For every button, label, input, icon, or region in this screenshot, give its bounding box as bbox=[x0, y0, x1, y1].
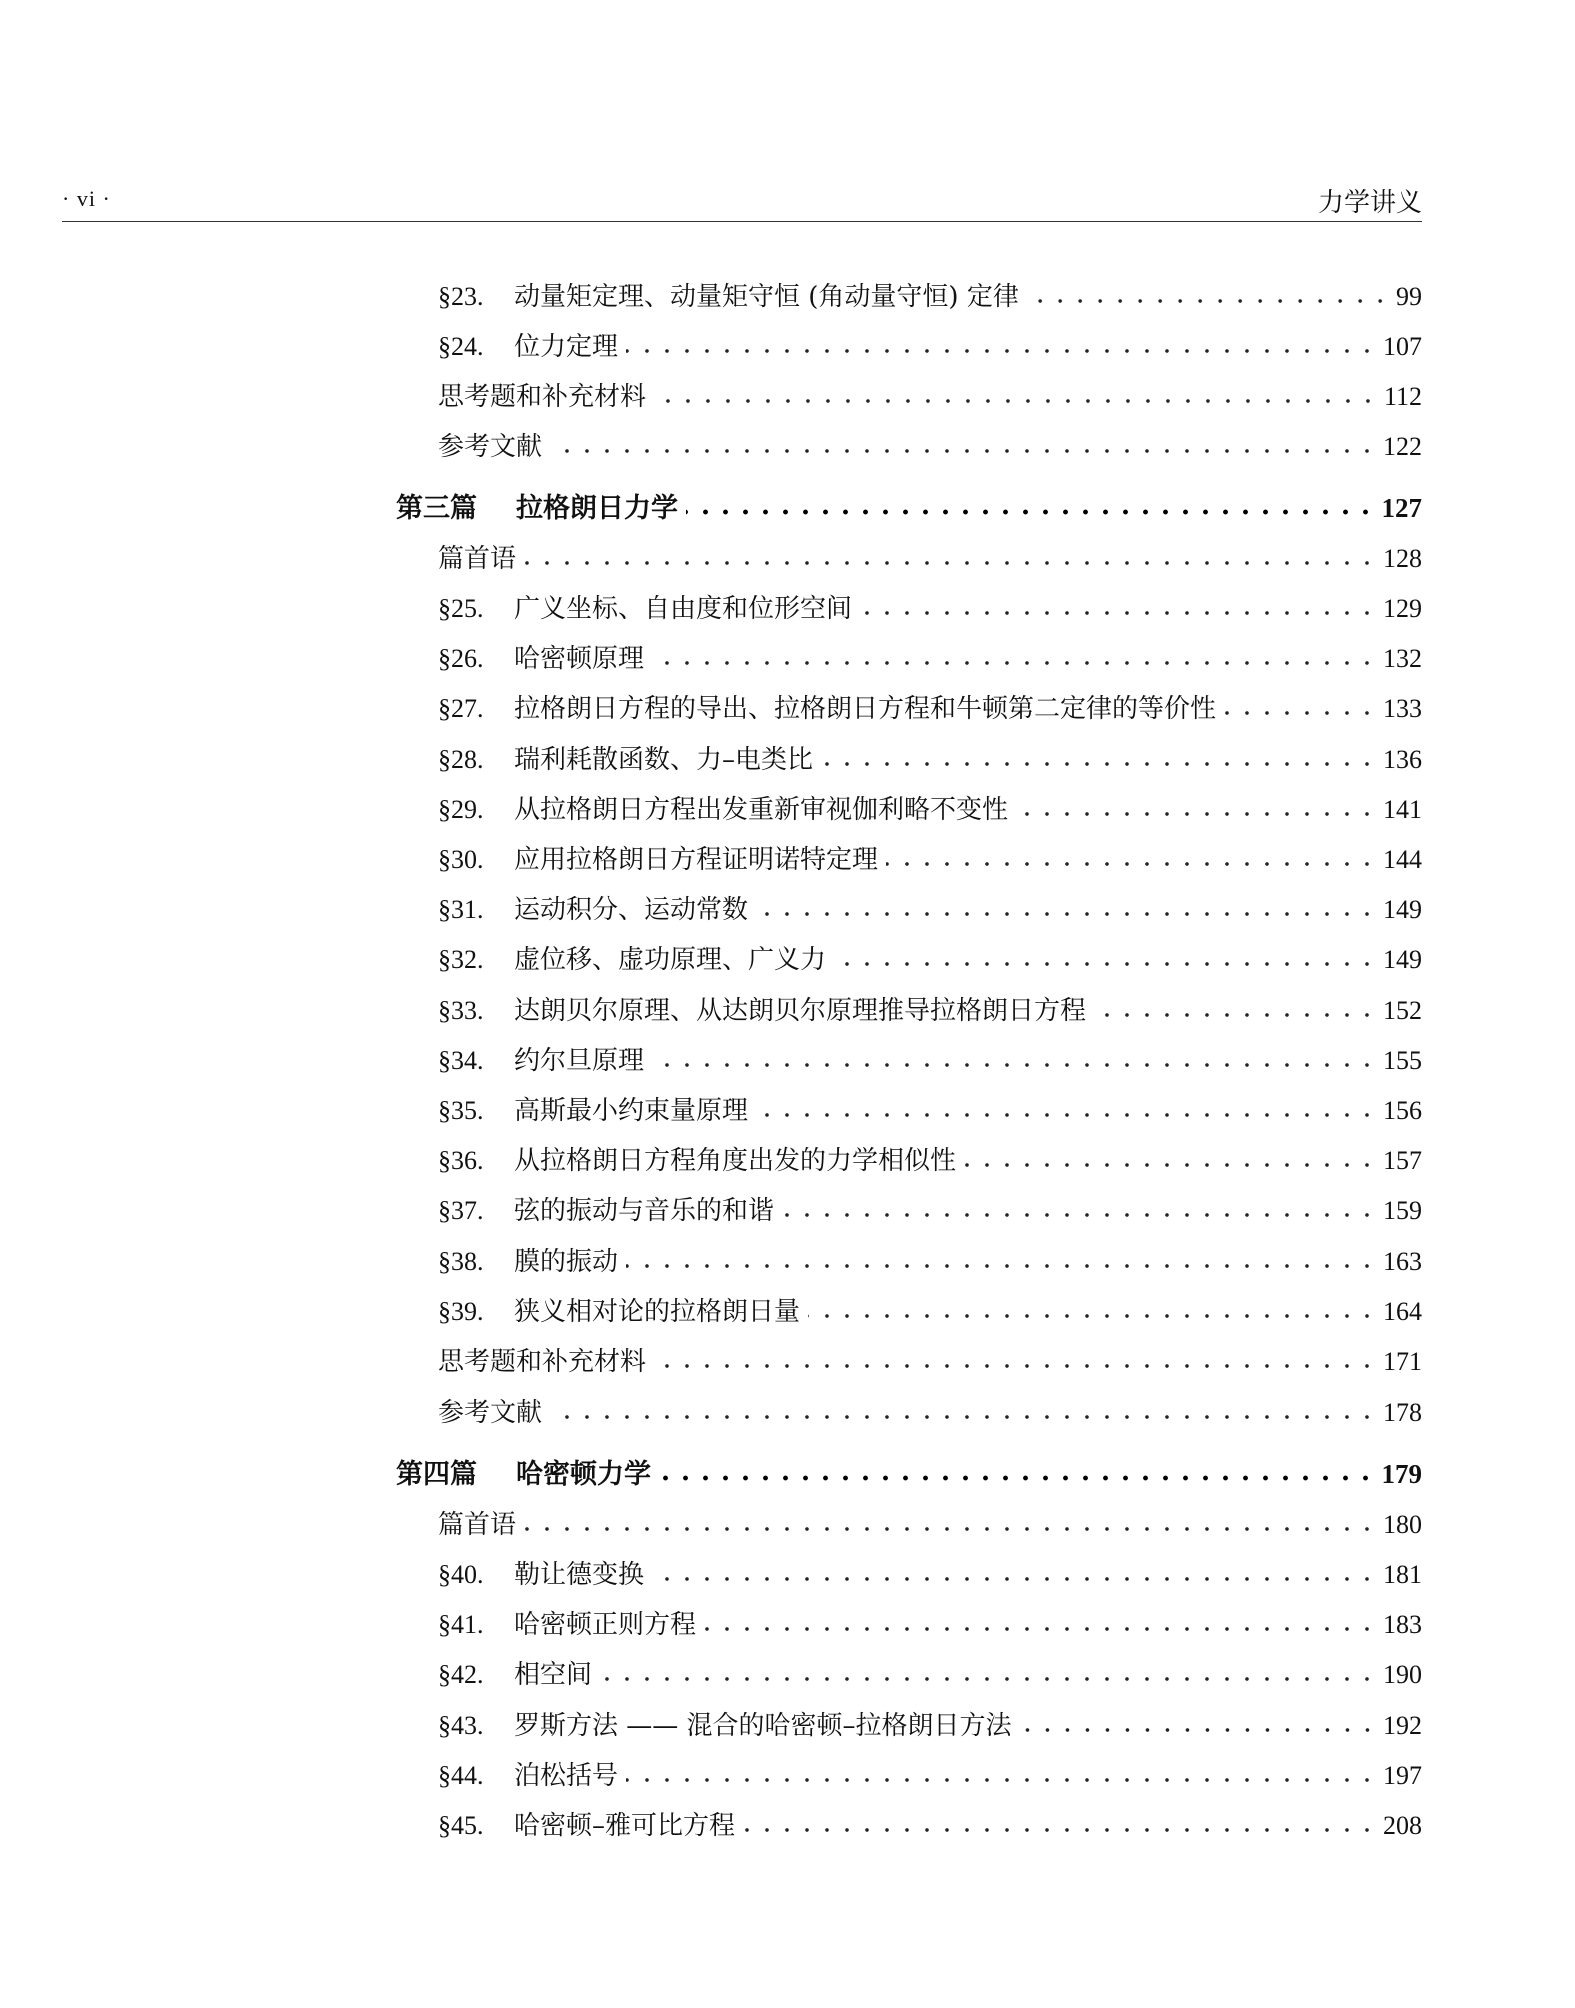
page-number: 156 bbox=[1383, 1096, 1422, 1125]
entry-title: 高斯最小约束量原理 bbox=[514, 1096, 749, 1126]
entry-title: 拉格朗日力学 bbox=[516, 493, 678, 524]
page-number: 112 bbox=[1383, 382, 1422, 411]
toc-entry-label bbox=[438, 1292, 800, 1332]
dot-leader bbox=[524, 1524, 1377, 1534]
page-number: 157 bbox=[1383, 1146, 1422, 1175]
toc-section-entry[interactable] bbox=[438, 890, 1422, 930]
toc-entry-label bbox=[438, 1505, 516, 1545]
dot-leader bbox=[659, 1473, 1376, 1483]
toc-section-entry[interactable] bbox=[438, 840, 1422, 880]
page-number: 99 bbox=[1396, 282, 1422, 311]
section-number: §28. bbox=[438, 745, 484, 774]
page-number: 133 bbox=[1383, 694, 1422, 723]
section-number: §38. bbox=[438, 1247, 484, 1276]
dot-leader bbox=[626, 1775, 1377, 1785]
page-number: 128 bbox=[1383, 544, 1422, 573]
page-number: 152 bbox=[1383, 996, 1422, 1025]
toc-entry-label bbox=[438, 840, 878, 880]
section-number: §39. bbox=[438, 1297, 484, 1326]
page-number: 179 bbox=[1381, 1459, 1422, 1489]
section-number: §37. bbox=[438, 1196, 484, 1225]
entry-title: 瑞利耗散函数、力–电类比 bbox=[514, 745, 814, 775]
section-number: §23. bbox=[438, 282, 484, 311]
section-number: §33. bbox=[438, 996, 484, 1025]
page-number: 190 bbox=[1383, 1660, 1422, 1689]
toc-entry-label bbox=[396, 489, 678, 529]
entry-title: 动量矩定理、动量矩守恒 (角动量守恒) 定律 bbox=[514, 282, 1019, 312]
toc-section-entry[interactable] bbox=[438, 790, 1422, 830]
section-number: §26. bbox=[438, 644, 484, 673]
toc-sub-entry[interactable] bbox=[438, 1505, 1422, 1545]
section-number: §25. bbox=[438, 594, 484, 623]
dot-leader bbox=[704, 1624, 1377, 1634]
entry-title: 勒让德变换 bbox=[514, 1560, 645, 1590]
entry-title: 泊松括号 bbox=[514, 1761, 619, 1791]
part-number: 第三篇 bbox=[396, 493, 477, 524]
toc-section-entry[interactable] bbox=[438, 639, 1422, 679]
entry-title: 从拉格朗日方程角度出发的力学相似性 bbox=[514, 1146, 957, 1176]
toc-entry-label bbox=[438, 1242, 618, 1282]
dot-leader bbox=[652, 1574, 1377, 1584]
page-number: 129 bbox=[1383, 594, 1422, 623]
entry-title: 参考文献 bbox=[438, 432, 543, 462]
toc-section-entry[interactable] bbox=[438, 740, 1422, 780]
entry-title: 狭义相对论的拉格朗日量 bbox=[514, 1297, 801, 1327]
toc-entry-label bbox=[438, 1605, 696, 1645]
dot-leader bbox=[743, 1825, 1377, 1835]
toc-entry-label bbox=[438, 427, 542, 467]
entry-title: 罗斯方法 —— 混合的哈密顿–拉格朗日方法 bbox=[514, 1711, 1012, 1741]
dot-leader bbox=[1027, 296, 1390, 306]
page-number: 149 bbox=[1383, 895, 1422, 924]
entry-title: 约尔旦原理 bbox=[514, 1046, 645, 1076]
page-number: 136 bbox=[1383, 745, 1422, 774]
entry-title: 弦的振动与音乐的和谐 bbox=[514, 1196, 775, 1226]
toc-entry-label bbox=[438, 740, 813, 780]
entry-title: 广义坐标、自由度和位形空间 bbox=[514, 594, 853, 624]
entry-title: 运动积分、运动常数 bbox=[514, 895, 749, 925]
section-number: §29. bbox=[438, 795, 484, 824]
toc-entry-label bbox=[438, 1655, 592, 1695]
toc-entry-label bbox=[438, 1041, 644, 1081]
toc-part-entry[interactable] bbox=[396, 488, 1422, 528]
page-folio: · vi · bbox=[62, 186, 111, 211]
toc-sub-entry[interactable] bbox=[438, 1393, 1422, 1433]
toc-section-entry[interactable] bbox=[438, 1605, 1422, 1645]
dot-leader bbox=[782, 1210, 1377, 1220]
toc-sub-entry[interactable] bbox=[438, 427, 1422, 467]
dot-leader bbox=[886, 859, 1377, 869]
page-number: 164 bbox=[1383, 1297, 1422, 1326]
toc-entry-label bbox=[438, 1342, 646, 1382]
toc-sub-entry[interactable] bbox=[438, 377, 1422, 417]
dot-leader bbox=[652, 1060, 1377, 1070]
page-number: 171 bbox=[1383, 1347, 1422, 1376]
toc-section-entry[interactable] bbox=[438, 327, 1422, 367]
section-number: §43. bbox=[438, 1711, 484, 1740]
toc-entry-label bbox=[438, 1555, 644, 1595]
page-number: 163 bbox=[1383, 1247, 1422, 1276]
dot-leader bbox=[524, 558, 1377, 568]
dot-leader bbox=[626, 1261, 1377, 1271]
section-number: §24. bbox=[438, 332, 484, 361]
dot-leader bbox=[1020, 1725, 1377, 1735]
toc-entry-label bbox=[438, 639, 644, 679]
page-number: 144 bbox=[1383, 845, 1422, 874]
toc-section-entry[interactable] bbox=[438, 1091, 1422, 1131]
page-number: 107 bbox=[1383, 332, 1422, 361]
toc-entry-label bbox=[438, 1191, 774, 1231]
toc-entry-label bbox=[438, 377, 646, 417]
page-number: 183 bbox=[1383, 1610, 1422, 1639]
section-number: §40. bbox=[438, 1560, 484, 1589]
toc-entry-label bbox=[438, 1393, 542, 1433]
toc-entry-label bbox=[438, 689, 1216, 729]
entry-title: 思考题和补充材料 bbox=[438, 1347, 647, 1377]
toc-entry-label bbox=[438, 940, 826, 980]
toc-section-entry[interactable] bbox=[438, 1191, 1422, 1231]
page-number: 149 bbox=[1383, 945, 1422, 974]
entry-title: 哈密顿原理 bbox=[514, 644, 645, 674]
toc-section-entry[interactable] bbox=[438, 1141, 1422, 1181]
part-number: 第四篇 bbox=[396, 1459, 477, 1490]
toc-entry-label bbox=[438, 991, 1086, 1031]
toc-entry-label bbox=[438, 890, 748, 930]
dot-leader bbox=[1224, 708, 1377, 718]
toc-section-entry[interactable] bbox=[438, 1242, 1422, 1282]
section-number: §30. bbox=[438, 845, 484, 874]
toc-entry-label bbox=[438, 1756, 618, 1796]
page-number: 155 bbox=[1383, 1046, 1422, 1075]
toc-entry-label bbox=[438, 1141, 956, 1181]
toc-part-entry[interactable] bbox=[396, 1454, 1422, 1494]
dot-leader bbox=[550, 1412, 1377, 1422]
section-number: §31. bbox=[438, 895, 484, 924]
toc-section-entry[interactable] bbox=[438, 1806, 1422, 1846]
section-number: §34. bbox=[438, 1046, 484, 1075]
toc-entry-label bbox=[438, 277, 1019, 317]
section-number: §32. bbox=[438, 945, 484, 974]
section-number: §42. bbox=[438, 1660, 484, 1689]
toc-section-entry[interactable] bbox=[438, 991, 1422, 1031]
toc-section-entry[interactable] bbox=[438, 1555, 1422, 1595]
dot-leader bbox=[964, 1160, 1377, 1170]
toc-section-entry[interactable] bbox=[438, 1655, 1422, 1695]
dot-leader bbox=[834, 959, 1377, 969]
entry-title: 参考文献 bbox=[438, 1398, 543, 1428]
entry-title: 膜的振动 bbox=[514, 1247, 619, 1277]
toc-section-entry[interactable] bbox=[438, 1292, 1422, 1332]
section-number: §27. bbox=[438, 694, 484, 723]
dot-leader bbox=[756, 1110, 1377, 1120]
entry-title: 篇首语 bbox=[438, 1510, 517, 1540]
page-number: 180 bbox=[1383, 1510, 1422, 1539]
entry-title: 哈密顿正则方程 bbox=[514, 1610, 697, 1640]
entry-title: 哈密顿力学 bbox=[516, 1459, 651, 1490]
page-number: 141 bbox=[1383, 795, 1422, 824]
page-number: 197 bbox=[1383, 1761, 1422, 1790]
section-number: §44. bbox=[438, 1761, 484, 1790]
page-number: 181 bbox=[1383, 1560, 1422, 1589]
dot-leader bbox=[600, 1674, 1377, 1684]
entry-title: 拉格朗日方程的导出、拉格朗日方程和牛顿第二定律的等价性 bbox=[514, 694, 1217, 724]
page-number: 127 bbox=[1381, 493, 1422, 523]
entry-title: 达朗贝尔原理、从达朗贝尔原理推导拉格朗日方程 bbox=[514, 996, 1087, 1026]
toc-section-entry[interactable] bbox=[438, 1756, 1422, 1796]
entry-title: 位力定理 bbox=[514, 332, 619, 362]
toc-entry-label bbox=[438, 1806, 735, 1846]
dot-leader bbox=[1016, 809, 1377, 819]
dot-leader bbox=[654, 1361, 1377, 1371]
page-number: 178 bbox=[1383, 1398, 1422, 1427]
toc-entry-label bbox=[396, 1455, 651, 1495]
toc-entry-label bbox=[438, 790, 1008, 830]
section-number: §36. bbox=[438, 1146, 484, 1175]
dot-leader bbox=[756, 909, 1377, 919]
entry-title: 哈密顿–雅可比方程 bbox=[514, 1811, 736, 1841]
page-number: 122 bbox=[1383, 432, 1422, 461]
entry-title: 虚位移、虚功原理、广义力 bbox=[514, 945, 827, 975]
dot-leader bbox=[1094, 1010, 1377, 1020]
dot-leader bbox=[808, 1311, 1377, 1321]
toc-entry-label bbox=[438, 1091, 748, 1131]
dot-leader bbox=[652, 658, 1377, 668]
page-number: 192 bbox=[1383, 1711, 1422, 1740]
toc-entry-label bbox=[438, 327, 618, 367]
toc-entry-label bbox=[438, 589, 852, 629]
section-number: §45. bbox=[438, 1811, 484, 1840]
entry-title: 从拉格朗日方程出发重新审视伽利略不变性 bbox=[514, 795, 1009, 825]
entry-title: 应用拉格朗日方程证明诺特定理 bbox=[514, 845, 879, 875]
dot-leader bbox=[626, 346, 1377, 356]
toc-section-entry[interactable] bbox=[438, 940, 1422, 980]
page-number: 208 bbox=[1383, 1811, 1422, 1840]
toc-section-entry[interactable] bbox=[438, 689, 1422, 729]
page-number: 159 bbox=[1383, 1196, 1422, 1225]
toc-sub-entry[interactable] bbox=[438, 1342, 1422, 1382]
section-number: §41. bbox=[438, 1610, 484, 1639]
toc-entry-label bbox=[438, 1706, 1012, 1746]
toc-section-entry[interactable] bbox=[438, 1706, 1422, 1746]
dot-leader bbox=[550, 446, 1377, 456]
section-number: §35. bbox=[438, 1096, 484, 1125]
entry-title: 相空间 bbox=[514, 1660, 593, 1690]
dot-leader bbox=[821, 759, 1377, 769]
running-title: 力学讲义 bbox=[1317, 188, 1422, 218]
toc-entry-label bbox=[438, 539, 516, 579]
toc-sub-entry[interactable] bbox=[438, 539, 1422, 579]
dot-leader bbox=[686, 507, 1376, 517]
toc-section-entry[interactable] bbox=[438, 589, 1422, 629]
dot-leader bbox=[860, 608, 1377, 618]
dot-leader bbox=[654, 396, 1378, 406]
toc-section-entry[interactable] bbox=[438, 1041, 1422, 1081]
page-number: 132 bbox=[1383, 644, 1422, 673]
entry-title: 思考题和补充材料 bbox=[438, 382, 647, 412]
toc-section-entry[interactable] bbox=[438, 277, 1422, 317]
entry-title: 篇首语 bbox=[438, 544, 517, 574]
